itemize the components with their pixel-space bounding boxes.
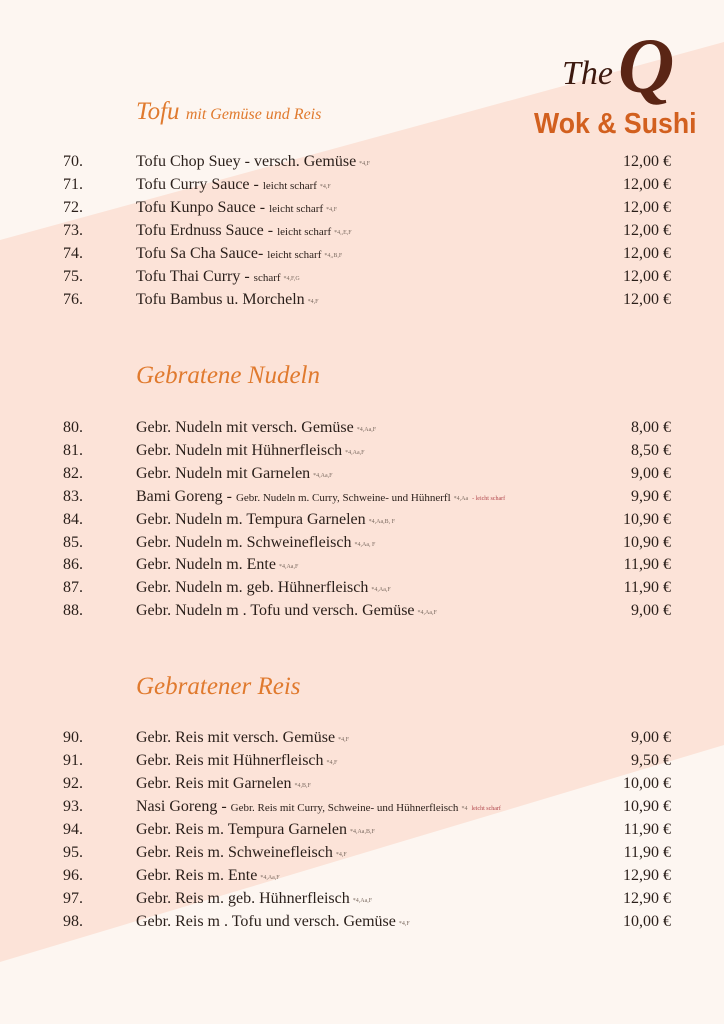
item-allergens: *4,B,F (294, 783, 311, 789)
item-number: 82. (63, 464, 83, 482)
item-description: Gebr. Nudeln m. Curry, Schweine- und Hühnerfl (235, 491, 451, 504)
item-name-line (136, 176, 331, 194)
item-name-line (136, 268, 300, 286)
item-number: 88. (63, 602, 83, 620)
item-price: 11,90 € (623, 556, 671, 574)
item-number: 84. (63, 510, 83, 528)
item-name-line (136, 579, 391, 597)
item-name: Gebr. Reis mit Hühnerfleisch (136, 752, 324, 769)
item-spicy-note: - leicht scharf (472, 495, 506, 502)
menu-item (0, 511, 724, 533)
menu-item (0, 245, 724, 267)
item-name-line (136, 752, 337, 770)
item-name-line (136, 442, 365, 460)
item-number: 91. (63, 752, 83, 769)
menu-item (0, 867, 724, 889)
item-description: leicht scharf (262, 180, 317, 192)
item-name-line (136, 511, 395, 529)
item-price: 11,90 € (623, 579, 671, 597)
item-description: leicht scharf (267, 249, 322, 261)
item-name: Gebr. Nudeln mit Hühnerfleisch (136, 441, 343, 459)
item-name-line (136, 844, 347, 862)
item-name: Nasi Goreng - (136, 798, 231, 815)
section-title-text: Gebratener Reis (136, 673, 301, 700)
item-allergens: *4,Aa,F (313, 472, 333, 479)
item-name-line (136, 222, 352, 240)
item-price: 9,00 € (631, 602, 671, 620)
item-price: 8,00 € (631, 419, 671, 436)
item-description: leicht scharf (269, 203, 324, 215)
menu-item (0, 752, 724, 774)
item-description: leicht scharf (277, 226, 332, 238)
item-number: 95. (63, 844, 83, 861)
item-name: Gebr. Reis m. Ente (136, 867, 258, 884)
item-price: 10,90 € (623, 798, 671, 815)
item-name: Bami Goreng - (136, 487, 236, 505)
menu-item (0, 821, 724, 843)
item-name: Tofu Chop Suey - versch. Gemüse (136, 153, 357, 170)
item-number: 81. (63, 441, 83, 459)
item-name-line (136, 291, 318, 309)
item-number: 71. (63, 176, 83, 193)
item-name-line (136, 488, 505, 506)
item-name-line (136, 798, 501, 816)
item-number: 76. (63, 291, 83, 308)
item-price: 12,00 € (623, 176, 671, 193)
section-subtitle: mit Gemüse und Reis (185, 106, 322, 123)
item-price: 10,00 € (623, 775, 671, 792)
section-title (136, 362, 320, 390)
item-number: 70. (63, 153, 83, 170)
item-name-line (136, 890, 372, 908)
menu-item (0, 844, 724, 866)
item-number: 92. (63, 775, 83, 792)
item-price: 9,00 € (631, 464, 671, 482)
item-name: Gebr. Nudeln m. Ente (136, 556, 276, 574)
item-name: Tofu Bambus u. Morcheln (136, 291, 305, 308)
item-name: Gebr. Nudeln m. Tempura Garnelen (136, 510, 366, 528)
item-allergens: *4,F (319, 184, 331, 190)
item-number: 90. (63, 729, 83, 746)
item-name-line (136, 556, 298, 574)
item-name-line (136, 199, 337, 217)
menu-item (0, 291, 724, 313)
restaurant-logo (530, 22, 720, 145)
item-price: 9,50 € (631, 752, 671, 769)
item-name: Tofu Curry Sauce - (136, 176, 263, 193)
menu-item (0, 534, 724, 556)
item-allergens: *4,Aa,F (352, 898, 373, 904)
item-allergens: *4,F (326, 207, 337, 213)
item-name-line (136, 419, 376, 437)
item-number: 93. (63, 798, 83, 815)
menu-item (0, 442, 724, 464)
item-name: Gebr. Reis m. Tempura Garnelen (136, 821, 347, 838)
menu-item (0, 153, 724, 175)
item-price: 12,00 € (623, 222, 671, 239)
item-allergens: *4 (461, 806, 468, 812)
item-price: 12,00 € (623, 199, 671, 216)
logo-subtitle: Wok & Sushi (534, 108, 697, 140)
menu-item (0, 488, 724, 510)
item-allergens: *4,Aa,F (356, 427, 377, 433)
item-allergens: *4,F (307, 299, 319, 305)
item-price: 12,00 € (623, 245, 671, 262)
item-price: 12,90 € (623, 890, 671, 907)
menu-item (0, 268, 724, 290)
item-price: 10,90 € (623, 510, 671, 528)
item-number: 94. (63, 821, 83, 838)
item-name-line (136, 153, 370, 171)
item-allergens: *4,Aa,F (260, 875, 280, 881)
item-allergens: *4,F (335, 852, 347, 858)
logo-q: Q (618, 22, 675, 109)
menu-item (0, 419, 724, 441)
item-name: Gebr. Reis m . Tofu und versch. Gemüse (136, 913, 396, 930)
item-name: Gebr. Reis mit versch. Gemüse (136, 729, 336, 746)
menu-item (0, 222, 724, 244)
logo-the: The (562, 55, 613, 92)
item-allergens: *4,Aa,B,F (349, 829, 375, 835)
item-name: Gebr. Reis mit Garnelen (136, 775, 292, 792)
item-number: 73. (63, 222, 83, 239)
item-name: Gebr. Nudeln m. geb. Hühnerfleisch (136, 579, 369, 597)
item-price: 10,90 € (623, 533, 671, 551)
item-name: Gebr. Nudeln m. Schweinefleisch (136, 533, 352, 551)
item-name-line (136, 465, 333, 483)
item-allergens: *4,Aa,F (345, 449, 365, 456)
item-name-line (136, 775, 311, 793)
item-number: 74. (63, 245, 83, 262)
item-number: 85. (63, 533, 83, 551)
item-name-line (136, 602, 437, 620)
item-allergens: *4,Aa,F (371, 587, 391, 594)
item-name: Tofu Thai Curry - (136, 268, 254, 285)
item-allergens: *4,Aa, F (354, 541, 376, 548)
item-name: Gebr. Reis m. Schweinefleisch (136, 844, 333, 861)
item-allergens: *4,,B,F (324, 253, 343, 259)
item-name-line (136, 729, 349, 747)
item-name: Tofu Erdnuss Sauce - (136, 222, 278, 239)
menu-item (0, 729, 724, 751)
item-price: 12,00 € (623, 291, 671, 308)
item-spicy-note: leicht scharf (471, 806, 501, 812)
item-description: Gebr. Reis mit Curry, Schweine- und Hühnerfleisch (230, 802, 459, 814)
item-allergens: *4,Aa,F (417, 610, 437, 617)
item-name-line (136, 534, 375, 552)
item-number: 86. (63, 556, 83, 574)
item-name-line (136, 867, 280, 885)
menu-item (0, 579, 724, 601)
menu-item (0, 798, 724, 820)
item-allergens: *4,F (338, 737, 349, 743)
menu-item (0, 913, 724, 935)
item-number: 96. (63, 867, 83, 884)
menu-item (0, 465, 724, 487)
item-name: Tofu Sa Cha Sauce- (136, 245, 268, 262)
menu-item (0, 176, 724, 198)
item-price: 12,00 € (623, 153, 671, 170)
item-number: 87. (63, 579, 83, 597)
item-number: 83. (63, 487, 83, 505)
item-number: 98. (63, 913, 83, 930)
item-number: 72. (63, 199, 83, 216)
item-price: 12,90 € (623, 867, 671, 884)
item-name-line (136, 245, 342, 263)
section-title (136, 673, 301, 701)
item-name: Gebr. Nudeln mit versch. Gemüse (136, 419, 354, 436)
menu-item (0, 199, 724, 221)
menu-item (0, 775, 724, 797)
item-price: 9,90 € (631, 487, 671, 505)
item-name: Gebr. Nudeln mit Garnelen (136, 464, 311, 482)
item-price: 8,50 € (631, 441, 671, 459)
item-allergens: *4,Aa,B, F (368, 518, 395, 525)
item-allergens: *4,F (359, 161, 371, 167)
item-name: Gebr. Reis m. geb. Hühnerfleisch (136, 890, 350, 907)
item-allergens: *4,,E,F (334, 230, 352, 236)
section-title-text: Tofu (136, 98, 180, 125)
item-number: 97. (63, 890, 83, 907)
item-number: 80. (63, 419, 83, 436)
item-allergens: *4,F (398, 921, 410, 927)
item-price: 11,90 € (623, 844, 671, 861)
item-name: Gebr. Nudeln m . Tofu und versch. Gemüse (136, 602, 415, 620)
item-price: 11,90 € (623, 821, 671, 838)
menu-item (0, 890, 724, 912)
section-title (136, 98, 321, 126)
item-name: Tofu Kunpo Sauce - (136, 199, 270, 216)
section-title-text: Gebratene Nudeln (136, 362, 320, 389)
item-price: 12,00 € (623, 268, 671, 285)
item-price: 9,00 € (631, 729, 671, 746)
item-number: 75. (63, 268, 83, 285)
item-price: 10,00 € (623, 913, 671, 930)
menu-item (0, 556, 724, 578)
menu-item (0, 602, 724, 624)
item-allergens: *4,Aa (453, 495, 469, 502)
item-allergens: *4,Aa,F (278, 564, 299, 571)
item-name-line (136, 913, 410, 931)
item-allergens: *4,F (326, 760, 338, 766)
item-allergens: *4,F,G (283, 276, 300, 282)
item-name-line (136, 821, 375, 839)
item-description: scharf (253, 272, 281, 284)
